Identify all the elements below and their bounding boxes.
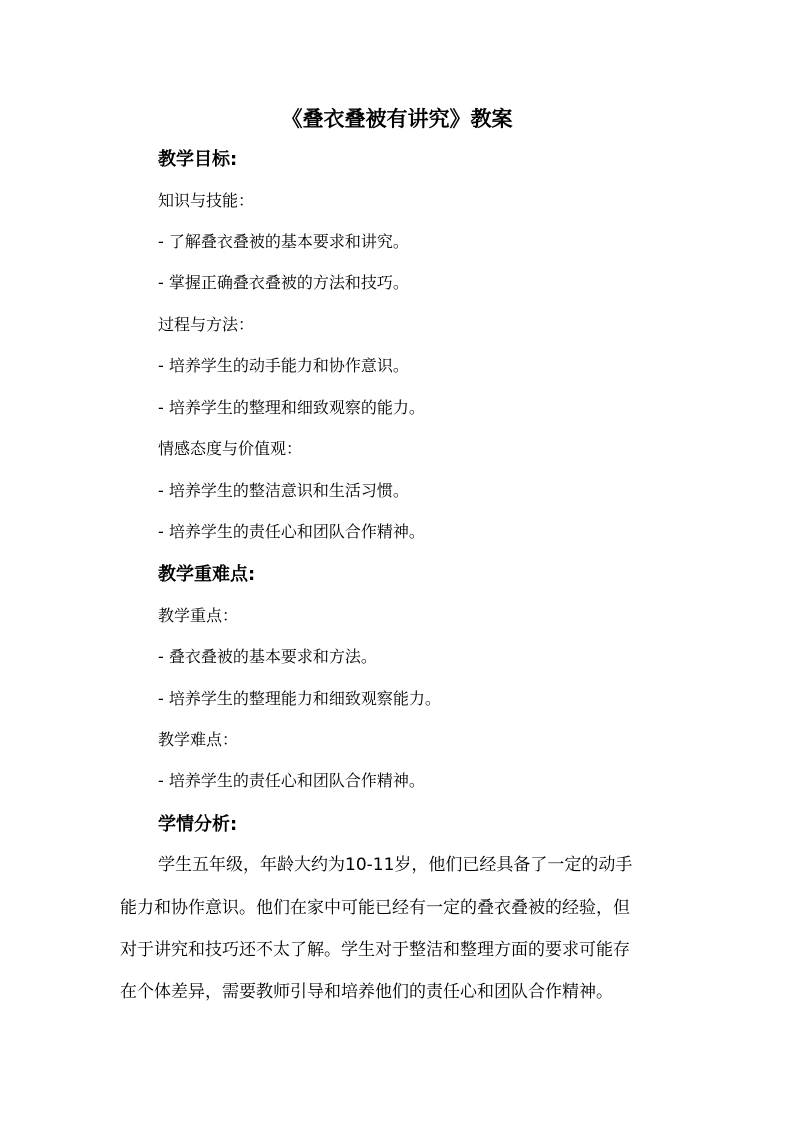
subheading-focus: 教学重点： xyxy=(158,606,239,625)
subheading-emotion: 情感态度与价值观： xyxy=(158,439,303,458)
list-item: - 培养学生的责任心和团队合作精神。 xyxy=(158,771,425,790)
list-item: - 掌握正确叠衣叠被的方法和技巧。 xyxy=(158,273,409,292)
paragraph-line: 在个体差异，需要教师引导和培养他们的责任心和团队合作精神。 xyxy=(120,982,613,1002)
list-item: - 培养学生的整理能力和细致观察能力。 xyxy=(158,689,441,708)
section-heading-key-points: 教学重难点: xyxy=(158,564,256,585)
subheading-knowledge: 知识与技能： xyxy=(158,191,255,210)
list-item: - 培养学生的动手能力和协作意识。 xyxy=(158,356,409,375)
list-item: - 培养学生的整洁意识和生活习惯。 xyxy=(158,481,409,500)
subheading-difficulty: 教学难点： xyxy=(158,730,239,749)
list-item: - 培养学生的整理和细致观察的能力。 xyxy=(158,398,425,417)
paragraph-line: 对于讲究和技巧还不太了解。学生对于整洁和整理方面的要求可能存 xyxy=(120,940,630,960)
list-item: - 培养学生的责任心和团队合作精神。 xyxy=(158,522,425,541)
paragraph-line: 能力和协作意识。他们在家中可能已经有一定的叠衣叠被的经验，但 xyxy=(120,898,630,918)
section-heading-goals: 教学目标: xyxy=(158,149,238,170)
section-heading-analysis: 学情分析: xyxy=(158,814,238,835)
subheading-process: 过程与方法： xyxy=(158,315,255,334)
list-item: - 了解叠衣叠被的基本要求和讲究。 xyxy=(158,232,409,251)
document-title: 《叠衣叠被有讲究》教案 xyxy=(281,107,513,131)
list-item: - 叠衣叠被的基本要求和方法。 xyxy=(158,647,377,666)
paragraph-line: 学生五年级，年龄大约为10-11岁，他们已经具备了一定的动手 xyxy=(158,855,633,875)
